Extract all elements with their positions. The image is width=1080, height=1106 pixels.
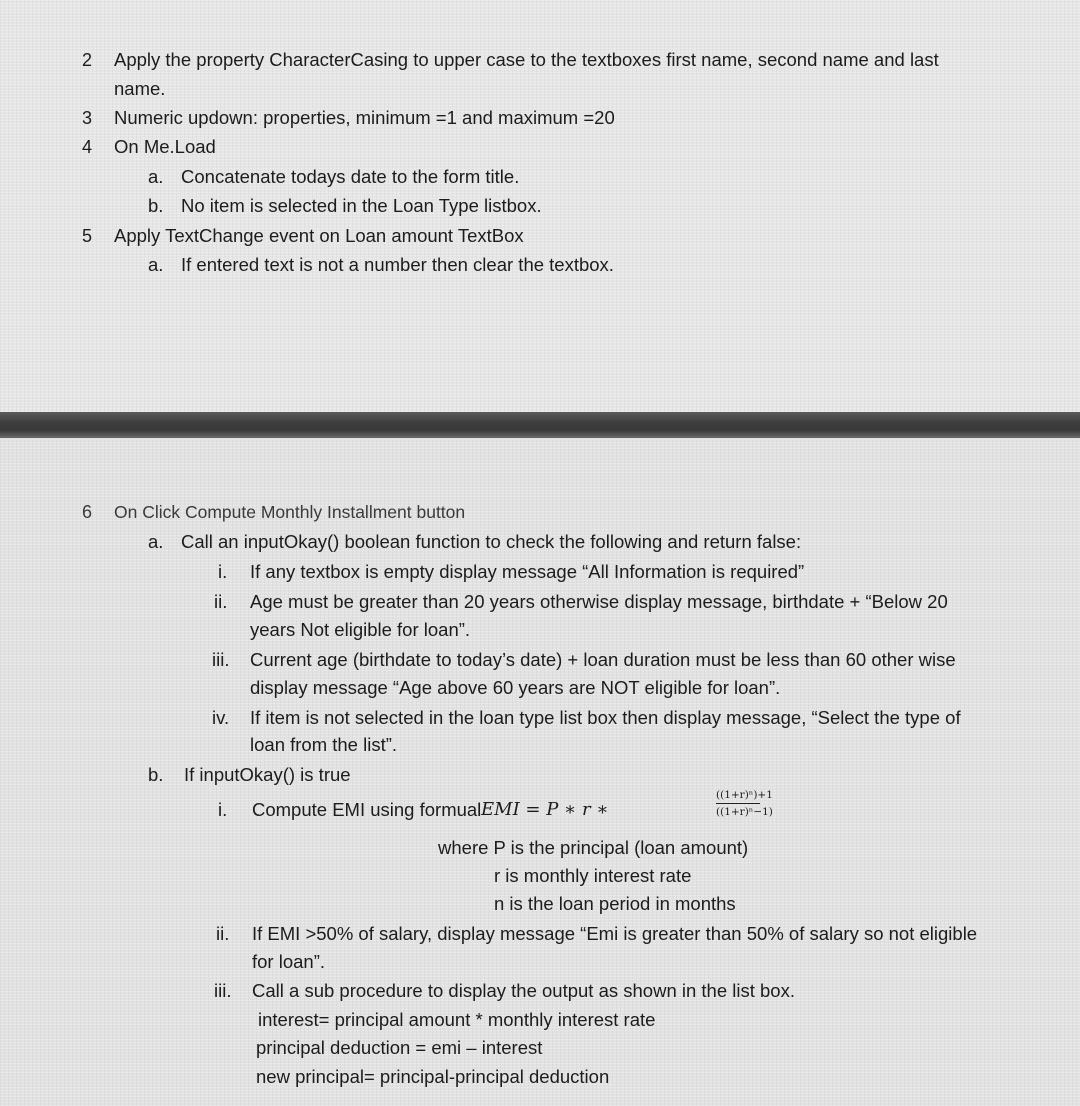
sub-label: b.: [148, 195, 164, 216]
item-number: 3: [82, 108, 93, 128]
page-divider: [0, 412, 1080, 438]
sub-procedure-text: Call a sub procedure to display the output as shown in the list box.: [252, 980, 795, 1001]
emi-instruction: Compute EMI using formual: [252, 799, 482, 820]
item-number: 6: [82, 502, 93, 522]
roman-label: ii.: [216, 923, 230, 944]
item-2-text: Apply the property CharacterCasing to upper case to the textboxes first name, second name and last: [114, 49, 939, 70]
check-ii-text: Age must be greater than 20 years otherwise display message, birthdate + “Below 20: [250, 591, 948, 612]
item-6b-text: If inputOkay() is true: [184, 764, 351, 785]
fraction-bar: [716, 803, 760, 804]
item-5a-text: If entered text is not a number then clear the textbox.: [181, 254, 614, 275]
item-3-text: Numeric updown: properties, minimum =1 and maximum =20: [114, 107, 615, 128]
item-2-text-cont: name.: [114, 78, 166, 99]
where-line-3: n is the loan period in months: [494, 893, 736, 914]
where-line-1: where P is the principal (loan amount): [438, 837, 749, 858]
check-ii-text-cont: years Not eligible for loan”.: [250, 619, 471, 640]
item-4-text: On Me.Load: [114, 136, 216, 157]
roman-label: i.: [218, 799, 228, 820]
fraction-numerator: ((1+r)ⁿ)+1: [716, 789, 773, 801]
item-5-text: Apply TextChange event on Loan amount TextBox: [114, 225, 524, 246]
check-iii-text-cont: display message “Age above 60 years are NOT eligible for loan”.: [250, 677, 781, 698]
check-i-text: If any textbox is empty display message “All Information is required”: [250, 561, 805, 582]
where-line-2: r is monthly interest rate: [494, 865, 692, 886]
roman-label: ii.: [214, 591, 228, 612]
item-number: 2: [82, 50, 93, 70]
interest-line: interest= principal amount * monthly interest rate: [258, 1009, 656, 1030]
item-6a-text: Call an inputOkay() boolean function to check the following and return false:: [181, 531, 802, 552]
emi-fraction: [716, 789, 773, 818]
item-6-text: On Click Compute Monthly Installment button: [114, 502, 466, 522]
item-number: 4: [82, 137, 93, 157]
principal-deduction-line: principal deduction = emi – interest: [256, 1037, 543, 1058]
fraction-denominator: ((1+r)ⁿ−1): [716, 806, 773, 818]
item-number: 5: [82, 226, 93, 246]
salary-check-text: If EMI >50% of salary, display message “Emi is greater than 50% of salary so not eligible: [252, 923, 978, 944]
roman-label: i.: [218, 561, 228, 582]
emi-formula: EMI = P ∗ r ∗: [481, 799, 609, 820]
check-iv-text-cont: loan from the list”.: [250, 734, 398, 755]
item-4a-text: Concatenate todays date to the form title.: [181, 166, 520, 187]
check-iii-text: Current age (birthdate to today’s date) + loan duration must be less than 60 other wise: [250, 649, 956, 670]
new-principal-line: new principal= principal-principal deduction: [256, 1066, 610, 1087]
roman-label: iv.: [212, 707, 230, 728]
sub-label: a.: [148, 531, 164, 552]
roman-label: iii.: [214, 980, 232, 1001]
check-iv-text: If item is not selected in the loan type list box then display message, “Select the type of: [250, 707, 961, 728]
salary-check-text-cont: for loan”.: [252, 951, 326, 972]
roman-label: iii.: [212, 649, 230, 670]
sub-label: a.: [148, 166, 164, 187]
sub-label: a.: [148, 254, 164, 275]
item-4b-text: No item is selected in the Loan Type listbox.: [181, 195, 542, 216]
sub-label: b.: [148, 764, 164, 785]
